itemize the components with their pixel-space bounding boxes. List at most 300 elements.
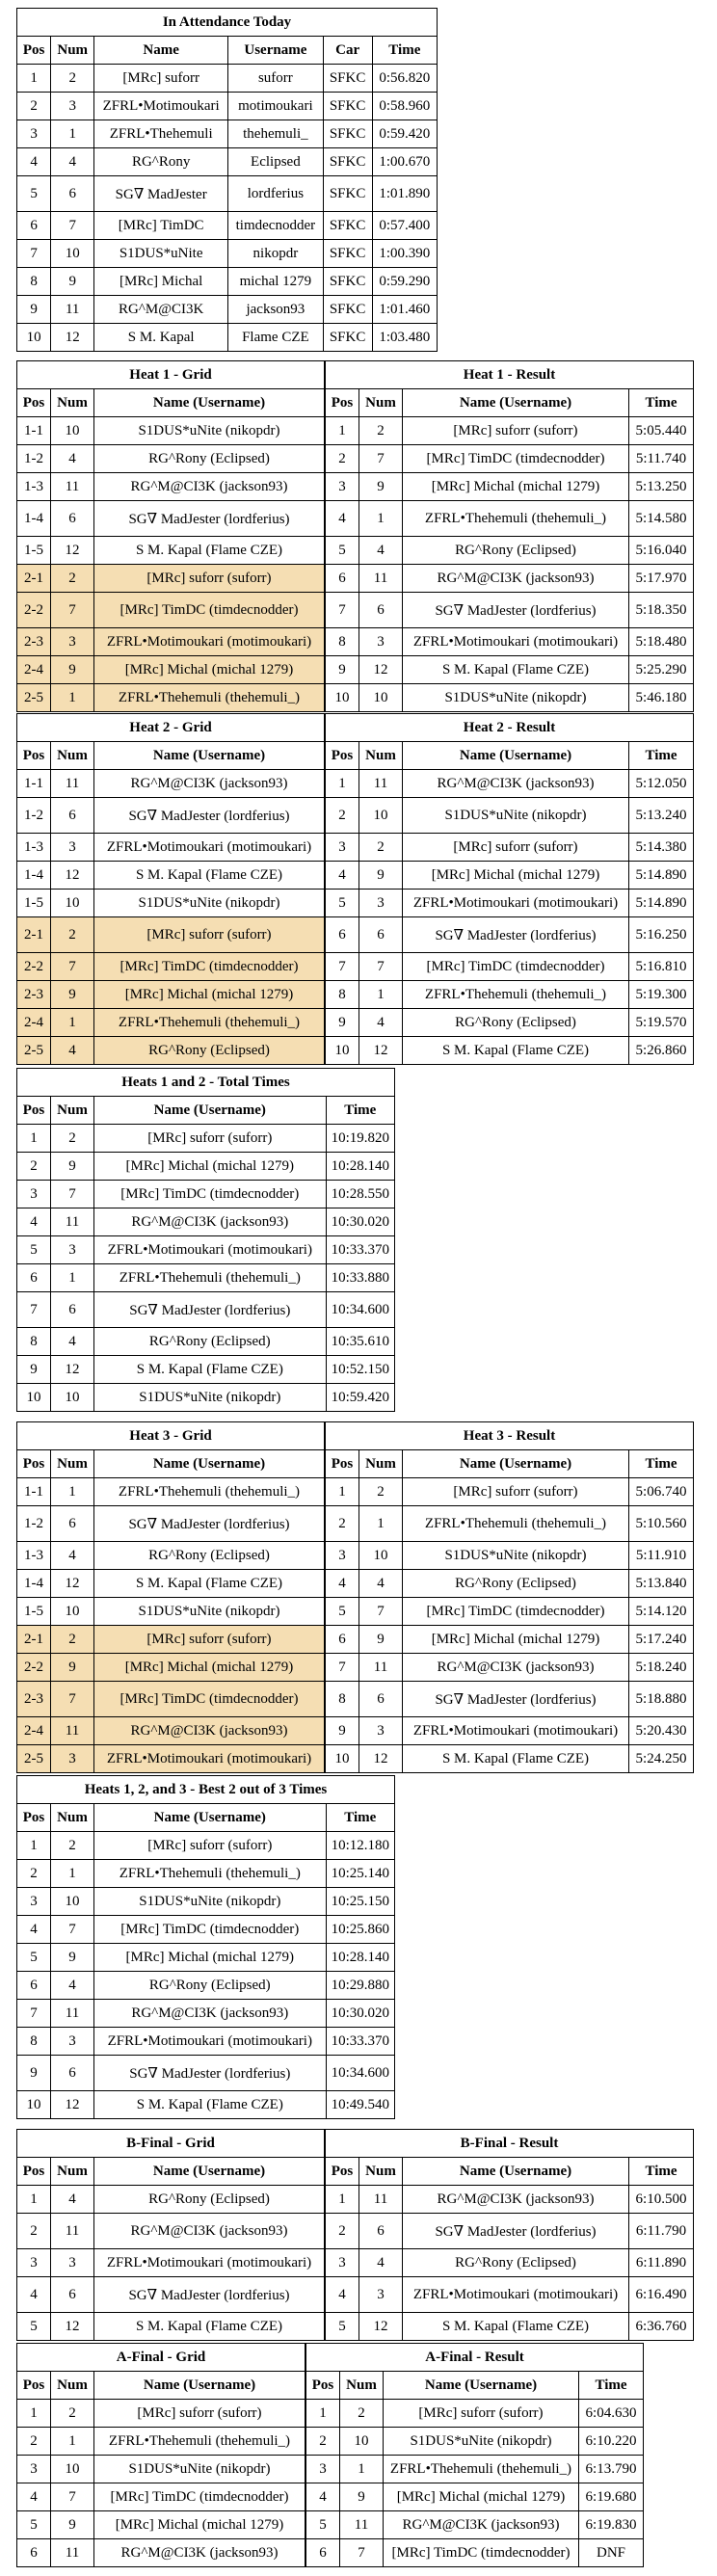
totals-cell: RG^M@CI3K (jackson93) <box>94 2000 327 2028</box>
grid-cell: 4 <box>17 2277 51 2313</box>
grid-cell: 9 <box>51 656 94 684</box>
result-row <box>306 2400 643 2428</box>
result-cell: 3 <box>326 2249 359 2277</box>
result-row <box>306 2511 643 2539</box>
attendance-row <box>17 212 438 240</box>
attendance-cell: 5 <box>17 176 51 212</box>
grid-cell: 11 <box>51 1717 94 1745</box>
grid-row <box>17 770 324 798</box>
grid-panel <box>17 2130 326 2341</box>
attendance-cell: 9 <box>17 296 51 324</box>
grid-cell: 1-1 <box>17 1478 51 1506</box>
totals-cell: ZFRL•Thehemuli (thehemuli_) <box>94 1860 327 1888</box>
grid-cell: RG^M@CI3K (jackson93) <box>94 473 325 501</box>
attendance-row <box>17 240 438 268</box>
result-cell: 10 <box>326 1745 359 1773</box>
result-cell: 4 <box>326 2277 359 2313</box>
grid-row <box>17 537 324 565</box>
col-header: Num <box>359 1450 403 1478</box>
attendance-cell: 4 <box>51 148 94 176</box>
grid-cell: 9 <box>51 1654 94 1682</box>
totals-row <box>17 2000 395 2028</box>
result-cell: 6 <box>326 565 359 593</box>
grid-cell: 6 <box>51 2277 94 2313</box>
result-cell: 5:25.290 <box>629 656 694 684</box>
totals-cell: 3 <box>17 1181 51 1208</box>
grid-table <box>17 2344 305 2566</box>
grid-cell: ZFRL•Motimoukari (motimoukari) <box>94 2249 325 2277</box>
result-cell: 5:13.250 <box>629 473 694 501</box>
result-cell: 3 <box>326 1542 359 1570</box>
grid-cell: 5 <box>17 2313 51 2341</box>
attendance-cell: SG∇ MadJester <box>94 176 228 212</box>
grid-cell: 1 <box>51 1478 94 1506</box>
result-cell: 6:36.760 <box>629 2313 694 2341</box>
attendance-cell: SFKC <box>323 212 372 240</box>
attendance-cell: ZFRL•Thehemuli <box>94 120 228 148</box>
totals-cell: S1DUS*uNite (nikopdr) <box>94 1888 327 1916</box>
grid-title: B-Final - Grid <box>17 2130 324 2158</box>
result-cell: 9 <box>359 1626 403 1654</box>
totals-cell: 8 <box>17 2028 51 2056</box>
result-header-row <box>326 742 693 770</box>
totals-cell: 2 <box>51 1125 94 1153</box>
result-cell: 3 <box>359 2277 403 2313</box>
totals-cell: 6 <box>17 1264 51 1292</box>
grid-row <box>17 1654 324 1682</box>
result-cell: 5 <box>326 2313 359 2341</box>
attendance-cell: 1 <box>17 65 51 93</box>
result-cell: 5:14.890 <box>629 862 694 890</box>
result-row <box>326 1626 693 1654</box>
totals-cell: 5 <box>17 1236 51 1264</box>
attendance-cell: 11 <box>51 296 94 324</box>
col-header: Num <box>51 1097 94 1125</box>
col-header: Name (Username) <box>94 389 325 417</box>
grid-cell: 2-4 <box>17 1717 51 1745</box>
grid-cell: 12 <box>51 2313 94 2341</box>
result-cell: 12 <box>359 1745 403 1773</box>
grid-cell: 2 <box>17 2214 51 2249</box>
result-row <box>326 2186 693 2214</box>
attendance-cell: SFKC <box>323 176 372 212</box>
col-header: Pos <box>306 2372 340 2400</box>
grid-cell: [MRc] Michal (michal 1279) <box>94 656 325 684</box>
result-cell: [MRc] Michal (michal 1279) <box>403 473 629 501</box>
grid-row <box>17 890 324 917</box>
attendance-title: In Attendance Today <box>17 9 438 37</box>
grid-cell: 2-3 <box>17 981 51 1009</box>
grid-row <box>17 1542 324 1570</box>
result-row <box>326 1717 693 1745</box>
result-cell: ZFRL•Motimoukari (motimoukari) <box>403 1717 629 1745</box>
result-cell: S1DUS*uNite (nikopdr) <box>403 684 629 712</box>
result-cell: [MRc] TimDC (timdecnodder) <box>403 445 629 473</box>
grid-cell: 3 <box>51 1745 94 1773</box>
result-title: Heat 1 - Result <box>326 361 693 389</box>
result-cell: 5:12.050 <box>629 770 694 798</box>
attendance-table <box>16 8 438 352</box>
grid-row <box>17 834 324 862</box>
grid-cell: ZFRL•Motimoukari (motimoukari) <box>94 628 325 656</box>
result-cell: 5:13.240 <box>629 798 694 834</box>
grid-cell: 12 <box>51 862 94 890</box>
result-row <box>326 445 693 473</box>
grid-table <box>17 1422 324 1772</box>
result-cell: 6:10.220 <box>579 2428 644 2456</box>
result-cell: 2 <box>306 2428 340 2456</box>
totals-cell: 11 <box>51 1208 94 1236</box>
result-cell: 1 <box>359 1506 403 1542</box>
attendance-cell: 1:01.460 <box>372 296 437 324</box>
grid-cell: [MRc] suforr (suforr) <box>94 1626 325 1654</box>
result-row <box>326 1478 693 1506</box>
result-cell: 2 <box>326 1506 359 1542</box>
result-cell: 8 <box>326 981 359 1009</box>
result-cell: ZFRL•Motimoukari (motimoukari) <box>403 2277 629 2313</box>
col-header: Time <box>326 1097 394 1125</box>
result-cell: 5:13.840 <box>629 1570 694 1598</box>
result-cell: 6:19.830 <box>579 2511 644 2539</box>
totals-cell: RG^M@CI3K (jackson93) <box>94 1208 327 1236</box>
result-cell: 8 <box>326 628 359 656</box>
result-cell: S M. Kapal (Flame CZE) <box>403 2313 629 2341</box>
attendance-row <box>17 324 438 352</box>
totals-cell: 7 <box>51 1181 94 1208</box>
grid-cell: 2-5 <box>17 684 51 712</box>
result-cell: 5:17.970 <box>629 565 694 593</box>
result-cell: 2 <box>326 2214 359 2249</box>
totals-cell: SG∇ MadJester (lordferius) <box>94 2056 327 2091</box>
result-cell: 5:19.570 <box>629 1009 694 1037</box>
totals-header-row <box>17 1804 395 1832</box>
result-row <box>326 2277 693 2313</box>
heat-1-tables <box>16 360 694 712</box>
grid-cell: 9 <box>51 2511 94 2539</box>
result-cell: 8 <box>326 1682 359 1717</box>
result-cell: RG^Rony (Eclipsed) <box>403 537 629 565</box>
col-header: Num <box>359 742 403 770</box>
totals-cell: 10:49.540 <box>326 2091 394 2119</box>
result-cell: ZFRL•Thehemuli (thehemuli_) <box>403 501 629 537</box>
attendance-cell: RG^M@CI3K <box>94 296 228 324</box>
grid-cell: SG∇ MadJester (lordferius) <box>94 1506 325 1542</box>
attendance-cell: SFKC <box>323 324 372 352</box>
totals-row <box>17 1292 395 1328</box>
col-header: Num <box>359 389 403 417</box>
result-cell: RG^Rony (Eclipsed) <box>403 2249 629 2277</box>
grid-row <box>17 862 324 890</box>
grid-cell: 4 <box>17 2483 51 2511</box>
result-row <box>326 834 693 862</box>
result-cell: S1DUS*uNite (nikopdr) <box>403 1542 629 1570</box>
col-header: Time <box>326 1804 394 1832</box>
grid-cell: 1-2 <box>17 1506 51 1542</box>
totals-row <box>17 1236 395 1264</box>
result-cell: 10 <box>359 684 403 712</box>
result-row <box>326 501 693 537</box>
result-cell: 1 <box>359 501 403 537</box>
grid-cell: 2-5 <box>17 1745 51 1773</box>
totals-row <box>17 1832 395 1860</box>
grid-cell: 2 <box>51 1626 94 1654</box>
totals-cell: 6 <box>17 1972 51 2000</box>
result-cell: 6:10.500 <box>629 2186 694 2214</box>
result-cell: 4 <box>326 501 359 537</box>
attendance-cell: 7 <box>17 240 51 268</box>
grid-cell: 7 <box>51 953 94 981</box>
grid-cell: 1-1 <box>17 770 51 798</box>
result-row <box>326 417 693 445</box>
totals-cell: 10:19.820 <box>326 1125 394 1153</box>
result-cell: RG^M@CI3K (jackson93) <box>403 565 629 593</box>
grid-cell: RG^M@CI3K (jackson93) <box>94 1717 325 1745</box>
result-cell: 4 <box>359 1570 403 1598</box>
grid-cell: 3 <box>17 2456 51 2483</box>
attendance-cell: 4 <box>17 148 51 176</box>
result-cell: 6 <box>306 2539 340 2567</box>
attendance-cell: thehemuli_ <box>228 120 323 148</box>
result-cell: SG∇ MadJester (lordferius) <box>403 2214 629 2249</box>
attendance-row <box>17 296 438 324</box>
result-cell: RG^Rony (Eclipsed) <box>403 1009 629 1037</box>
totals-title: Heats 1, 2, and 3 - Best 2 out of 3 Times <box>17 1776 395 1804</box>
grid-row <box>17 2249 324 2277</box>
result-cell: SG∇ MadJester (lordferius) <box>403 593 629 628</box>
totals-cell: 10:12.180 <box>326 1832 394 1860</box>
attendance-cell: 1:00.670 <box>372 148 437 176</box>
result-row <box>326 1542 693 1570</box>
totals-cell: 10:29.880 <box>326 1972 394 2000</box>
totals-cell: 1 <box>17 1125 51 1153</box>
grid-row <box>17 628 324 656</box>
attendance-cell: [MRc] suforr <box>94 65 228 93</box>
totals-cell: 10:33.370 <box>326 1236 394 1264</box>
grid-cell: 2-3 <box>17 628 51 656</box>
result-cell: 5:14.380 <box>629 834 694 862</box>
grid-cell: 9 <box>51 981 94 1009</box>
totals-cell: 3 <box>51 2028 94 2056</box>
grid-panel <box>17 714 326 1065</box>
grid-row <box>17 2400 305 2428</box>
result-cell: S M. Kapal (Flame CZE) <box>403 656 629 684</box>
grid-cell: 1 <box>17 2400 51 2428</box>
result-row <box>326 981 693 1009</box>
totals-cell: S1DUS*uNite (nikopdr) <box>94 1384 327 1412</box>
totals-cell: 7 <box>51 1916 94 1944</box>
result-cell: 5:06.740 <box>629 1478 694 1506</box>
grid-panel <box>17 1422 326 1773</box>
grid-cell: 10 <box>51 2456 94 2483</box>
totals-cell: 6 <box>51 2056 94 2091</box>
result-cell: 4 <box>326 862 359 890</box>
grid-title: A-Final - Grid <box>17 2344 305 2372</box>
result-row <box>326 1570 693 1598</box>
attendance-cell: SFKC <box>323 148 372 176</box>
grid-row <box>17 2539 305 2567</box>
result-cell: 5:11.910 <box>629 1542 694 1570</box>
result-row <box>326 537 693 565</box>
grid-cell: 11 <box>51 2214 94 2249</box>
totals-cell: 10:30.020 <box>326 1208 394 1236</box>
col-header: Username <box>228 37 323 65</box>
attendance-cell: suforr <box>228 65 323 93</box>
grid-cell: 1-5 <box>17 1598 51 1626</box>
result-cell: 5:10.560 <box>629 1506 694 1542</box>
totals-cell: 10:34.600 <box>326 2056 394 2091</box>
result-panel <box>305 2344 644 2567</box>
totals-cell: 6 <box>51 1292 94 1328</box>
attendance-cell: 2 <box>17 93 51 120</box>
grid-cell: 2-5 <box>17 1037 51 1065</box>
result-cell: [MRc] suforr (suforr) <box>384 2400 579 2428</box>
grid-cell: 3 <box>17 2249 51 2277</box>
grid-cell: 4 <box>51 1542 94 1570</box>
result-cell: [MRc] Michal (michal 1279) <box>384 2483 579 2511</box>
grid-cell: 6 <box>51 501 94 537</box>
col-header: Num <box>51 1804 94 1832</box>
result-cell: 7 <box>326 1654 359 1682</box>
col-header: Num <box>51 1450 94 1478</box>
result-cell: 5:14.120 <box>629 1598 694 1626</box>
grid-cell: [MRc] TimDC (timdecnodder) <box>94 593 325 628</box>
result-cell: 7 <box>326 953 359 981</box>
grid-cell: [MRc] Michal (michal 1279) <box>94 2511 305 2539</box>
result-cell: 4 <box>359 1009 403 1037</box>
col-header: Pos <box>17 37 51 65</box>
grid-cell: 2-1 <box>17 1626 51 1654</box>
col-header: Name (Username) <box>94 2158 325 2186</box>
result-row <box>326 565 693 593</box>
heat-2-tables <box>16 713 694 1065</box>
totals-cell: 10:52.150 <box>326 1356 394 1384</box>
totals-cell: 2 <box>17 1153 51 1181</box>
attendance-cell: 6 <box>17 212 51 240</box>
result-cell: 5:14.580 <box>629 501 694 537</box>
result-cell: [MRc] TimDC (timdecnodder) <box>403 1598 629 1626</box>
result-row <box>326 917 693 953</box>
totals-cell: RG^Rony (Eclipsed) <box>94 1972 327 2000</box>
result-cell: 6:19.680 <box>579 2483 644 2511</box>
attendance-row <box>17 93 438 120</box>
grid-cell: 1-5 <box>17 537 51 565</box>
result-cell: 12 <box>359 1037 403 1065</box>
col-header: Pos <box>17 389 51 417</box>
attendance-cell: SFKC <box>323 240 372 268</box>
grid-cell: 11 <box>51 473 94 501</box>
result-title: B-Final - Result <box>326 2130 693 2158</box>
grid-cell: 6 <box>17 2539 51 2567</box>
result-table <box>326 1422 693 1772</box>
result-cell: RG^M@CI3K (jackson93) <box>384 2511 579 2539</box>
attendance-cell: 3 <box>17 120 51 148</box>
result-cell: [MRc] suforr (suforr) <box>403 834 629 862</box>
grid-cell: 2 <box>51 917 94 953</box>
attendance-header-row <box>17 37 438 65</box>
grid-cell: 10 <box>51 417 94 445</box>
result-cell: 3 <box>359 890 403 917</box>
grid-cell: S M. Kapal (Flame CZE) <box>94 862 325 890</box>
result-cell: S M. Kapal (Flame CZE) <box>403 1745 629 1773</box>
grid-cell: 2-3 <box>17 1682 51 1717</box>
grid-cell: 1-3 <box>17 1542 51 1570</box>
result-row <box>306 2456 643 2483</box>
col-header: Name (Username) <box>403 2158 629 2186</box>
grid-cell: ZFRL•Thehemuli (thehemuli_) <box>94 1009 325 1037</box>
totals-cell: ZFRL•Thehemuli (thehemuli_) <box>94 1264 327 1292</box>
result-cell: 5:18.350 <box>629 593 694 628</box>
grid-cell: S M. Kapal (Flame CZE) <box>94 2313 325 2341</box>
grid-cell: 4 <box>51 2186 94 2214</box>
result-cell: 11 <box>359 565 403 593</box>
result-cell: ZFRL•Motimoukari (motimoukari) <box>403 890 629 917</box>
grid-row <box>17 1570 324 1598</box>
grid-header-row <box>17 2158 324 2186</box>
result-row <box>306 2483 643 2511</box>
result-cell: 10 <box>359 798 403 834</box>
col-header: Name (Username) <box>94 1804 327 1832</box>
result-cell: [MRc] Michal (michal 1279) <box>403 1626 629 1654</box>
grid-row <box>17 473 324 501</box>
attendance-cell: 6 <box>51 176 94 212</box>
result-cell: 2 <box>359 834 403 862</box>
col-header: Pos <box>17 742 51 770</box>
result-table <box>326 361 693 711</box>
grid-cell: S1DUS*uNite (nikopdr) <box>94 890 325 917</box>
grid-cell: RG^Rony (Eclipsed) <box>94 445 325 473</box>
attendance-cell: 0:58.960 <box>372 93 437 120</box>
grid-cell: ZFRL•Thehemuli (thehemuli_) <box>94 684 325 712</box>
grid-cell: 3 <box>51 628 94 656</box>
result-cell: 10 <box>359 1542 403 1570</box>
result-cell: 11 <box>359 2186 403 2214</box>
attendance-cell: Eclipsed <box>228 148 323 176</box>
totals-row <box>17 2091 395 2119</box>
totals-cell: [MRc] TimDC (timdecnodder) <box>94 1181 327 1208</box>
result-cell: 3 <box>306 2456 340 2483</box>
totals-cell: 10 <box>51 1888 94 1916</box>
result-cell: 5:20.430 <box>629 1717 694 1745</box>
result-cell: 5:05.440 <box>629 417 694 445</box>
grid-cell: 1-3 <box>17 834 51 862</box>
result-cell: 7 <box>340 2539 384 2567</box>
result-cell: 6:04.630 <box>579 2400 644 2428</box>
attendance-cell: nikopdr <box>228 240 323 268</box>
result-cell: ZFRL•Motimoukari (motimoukari) <box>403 628 629 656</box>
attendance-cell: timdecnodder <box>228 212 323 240</box>
result-cell: RG^M@CI3K (jackson93) <box>403 770 629 798</box>
grid-panel <box>17 361 326 712</box>
grid-row <box>17 1745 324 1773</box>
result-table <box>326 714 693 1064</box>
grid-cell: 11 <box>51 2539 94 2567</box>
result-cell: 10 <box>340 2428 384 2456</box>
grid-row <box>17 2214 324 2249</box>
result-cell: 1 <box>326 1478 359 1506</box>
grid-cell: 1-4 <box>17 1570 51 1598</box>
grid-row <box>17 1717 324 1745</box>
result-cell: 2 <box>359 1478 403 1506</box>
grid-cell: S1DUS*uNite (nikopdr) <box>94 1598 325 1626</box>
grid-cell: RG^M@CI3K (jackson93) <box>94 2214 325 2249</box>
grid-cell: RG^M@CI3K (jackson93) <box>94 770 325 798</box>
grid-cell: 10 <box>51 1598 94 1626</box>
col-header: Name (Username) <box>94 742 325 770</box>
grid-cell: 10 <box>51 890 94 917</box>
attendance-cell: 8 <box>17 268 51 296</box>
result-row <box>326 953 693 981</box>
result-cell: 5 <box>326 1598 359 1626</box>
